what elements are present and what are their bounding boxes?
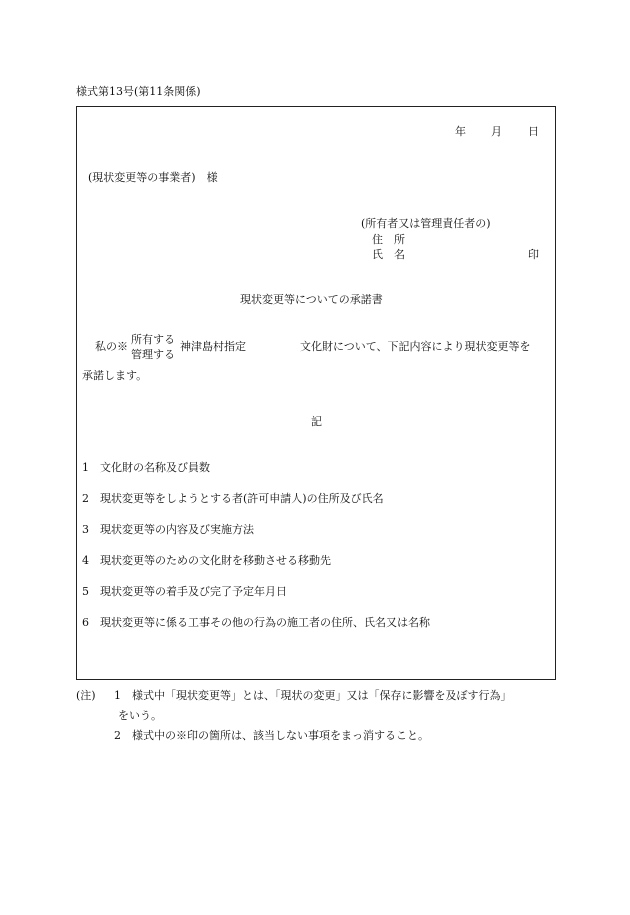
sender-name-label: 氏 名 [372, 248, 405, 261]
date-month-label: 月 [491, 125, 502, 138]
option-own: 所有する [131, 333, 175, 346]
note-1-text: 様式中「現状変更等」とは、「現状の変更」又は「保存に影響を及ぼす行為」 [132, 689, 512, 702]
list-item: 2 現状変更等をしようとする者(許可申請人)の住所及び氏名 [82, 492, 384, 505]
notes-label: (注) [76, 689, 96, 702]
body-continuation: 文化財について、下記内容により現状変更等を [300, 340, 531, 353]
body-designation: 神津島村指定 [180, 340, 246, 353]
date-day-label: 日 [528, 125, 539, 138]
list-item: 3 現状変更等の内容及び実施方法 [82, 523, 254, 536]
addressee: (現状変更等の事業者) 様 [88, 171, 218, 184]
note-2-number: 2 [114, 729, 121, 742]
form-number: 様式第13号(第11条関係) [76, 85, 201, 98]
list-item: 6 現状変更等に係る工事その他の行為の施工者の住所、氏名又は名称 [82, 616, 430, 629]
seal-mark: 印 [528, 248, 539, 261]
date-year-label: 年 [455, 125, 466, 138]
list-item: 5 現状変更等の着手及び完了予定年月日 [82, 585, 287, 598]
ki-heading: 記 [311, 415, 322, 428]
body-prefix: 私の※ [95, 340, 128, 353]
note-1-continuation: をいう。 [118, 709, 162, 722]
note-1-number: 1 [114, 689, 121, 702]
sender-role: (所有者又は管理責任者の) [361, 217, 491, 230]
option-manage: 管理する [131, 348, 175, 361]
ownership-options [131, 332, 175, 362]
note-2-text: 様式中の※印の箇所は、該当しない事項をまっ消すること。 [132, 729, 429, 742]
body-second-line: 承諾します。 [82, 369, 148, 382]
sender-address-label: 住 所 [372, 233, 405, 246]
list-item: 4 現状変更等のための文化財を移動させる移動先 [82, 554, 331, 567]
document-title: 現状変更等についての承諾書 [240, 293, 383, 306]
list-item: 1 文化財の名称及び員数 [82, 461, 210, 474]
